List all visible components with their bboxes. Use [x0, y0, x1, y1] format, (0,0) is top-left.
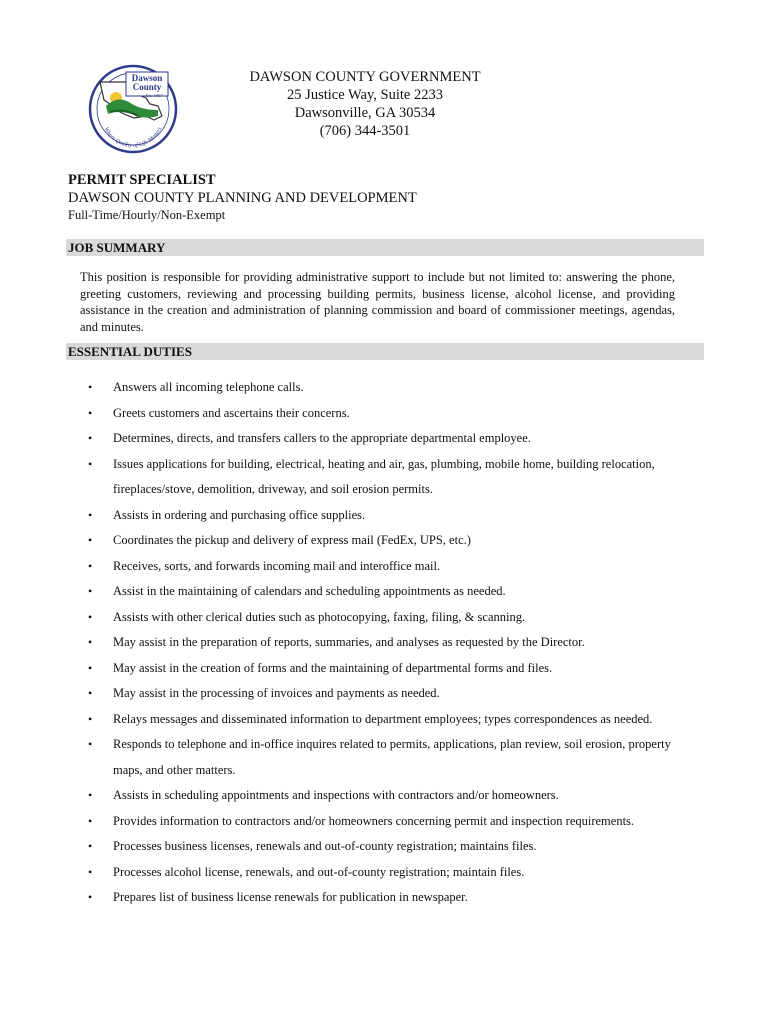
duty-list-item: • Processes business licenses, renewals and out-of-county registration; maintains files.: [88, 834, 698, 860]
duty-list-item: • Assists in ordering and purchasing office supplies.: [88, 503, 698, 529]
duty-list-item: • Provides information to contractors and/or homeowners concerning permit and inspection requirements.: [88, 809, 698, 835]
svg-text:Dawson: Dawson: [131, 73, 163, 83]
job-title: PERMIT SPECIALIST: [68, 172, 216, 188]
county-seal-logo: [88, 64, 178, 154]
duty-list-item: • Assists in scheduling appointments and inspections with contractors and/or homeowners.: [88, 783, 698, 809]
letterhead: [220, 68, 510, 140]
duty-list-item: • Issues applications for building, electrical, heating and air, gas, plumbing, mobile home, building relocation, fireplaces/stove, demolition, driveway, and soil erosion permits.: [88, 452, 698, 503]
essential-duties-heading: ESSENTIAL DUTIES: [66, 343, 704, 360]
svg-text:Where Quality of Life Matters: Where Quality of Life Matters: [102, 126, 164, 150]
org-name: DAWSON COUNTY GOVERNMENT: [249, 69, 481, 85]
duty-list-item: • Coordinates the pickup and delivery of express mail (FedEx, UPS, etc.): [88, 528, 698, 554]
duty-list-item: • Assist in the maintaining of calendars and scheduling appointments as needed.: [88, 579, 698, 605]
phone-number: (706) 344-3501: [319, 123, 411, 139]
essential-duties-list: [88, 375, 698, 911]
duty-list-item: • Processes alcohol license, renewals, and out-of-county registration; maintain files.: [88, 860, 698, 886]
duty-list-item: • Greets customers and ascertains their concerns.: [88, 401, 698, 427]
duty-list-item: • Relays messages and disseminated information to department employees; types correspondences as needed.: [88, 707, 698, 733]
svg-text:Est. 1857: Est. 1857: [145, 93, 163, 98]
duty-list-item: • May assist in the preparation of reports, summaries, and analyses as requested by the Director.: [88, 630, 698, 656]
department-name: DAWSON COUNTY PLANNING AND DEVELOPMENT: [68, 190, 417, 206]
employment-type: Full-Time/Hourly/Non-Exempt: [68, 208, 226, 222]
duty-list-item: • May assist in the processing of invoices and payments as needed.: [88, 681, 698, 707]
address-line-1: 25 Justice Way, Suite 2233: [287, 87, 443, 103]
duty-list-item: • Assists with other clerical duties such as photocopying, faxing, filing, & scanning.: [88, 605, 698, 631]
duty-list-item: • Answers all incoming telephone calls.: [88, 375, 698, 401]
county-seal-icon: [88, 64, 178, 154]
duty-list-item: • Receives, sorts, and forwards incoming mail and interoffice mail.: [88, 554, 698, 580]
duty-list-item: • Determines, directs, and transfers callers to the appropriate departmental employee.: [88, 426, 698, 452]
job-summary-heading: JOB SUMMARY: [66, 239, 704, 256]
duty-list-item: • Responds to telephone and in-office inquires related to permits, applications, plan review, soil erosion, property maps, and other matters.: [88, 732, 698, 783]
job-summary-text: This position is responsible for providing administrative support to include but not limited to: answering the phone, greeting customers, reviewing and processing building permits, business license, alcohol license, and providing assistance in the creation and administration of planning commission and board of commissioner meetings, agendas, and minutes.: [80, 270, 675, 334]
address-line-2: Dawsonville, GA 30534: [294, 105, 436, 121]
duty-list-item: • May assist in the creation of forms and the maintaining of departmental forms and files.: [88, 656, 698, 682]
svg-text:County: County: [132, 82, 162, 92]
duty-list-item: • Prepares list of business license renewals for publication in newspaper.: [88, 885, 698, 911]
